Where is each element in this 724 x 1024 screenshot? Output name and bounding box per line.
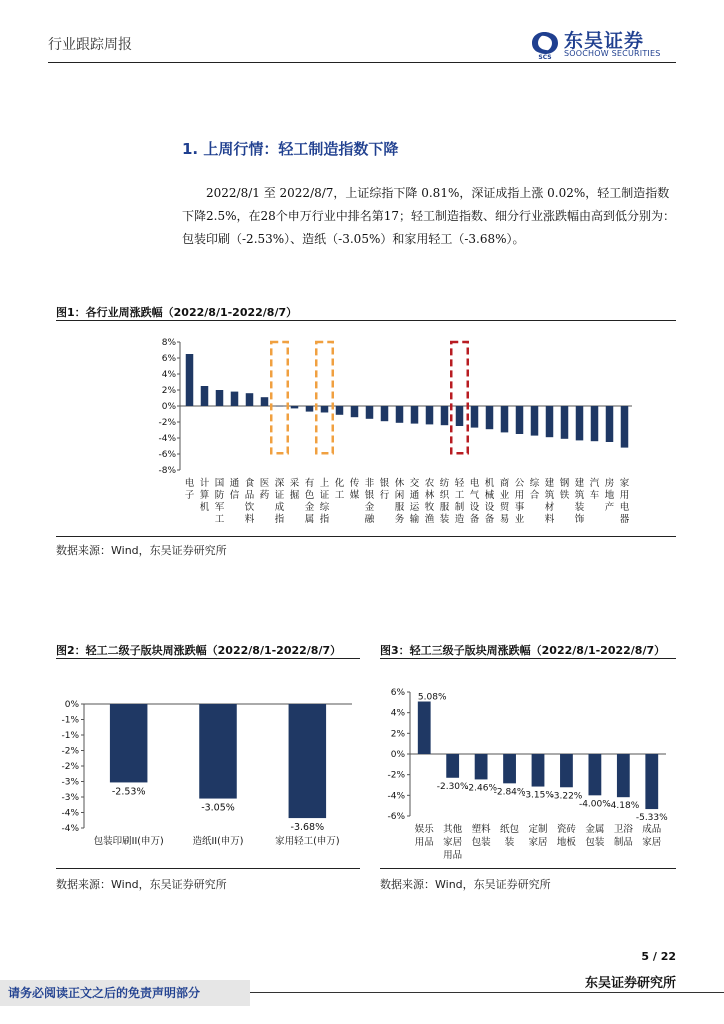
- x-category-label-char: 机: [199, 502, 210, 513]
- bar: [426, 406, 434, 424]
- x-category-label-char: 深: [274, 478, 285, 489]
- x-category-label: 包装: [585, 837, 605, 848]
- x-category-label-char: 有: [304, 478, 315, 489]
- y-tick-label: 0%: [64, 700, 79, 710]
- section-title: 1. 上周行情：轻工制造指数下降: [182, 140, 399, 158]
- x-category-label-char: 设: [484, 502, 495, 513]
- y-tick-label: 4%: [161, 370, 176, 380]
- x-category-label-char: 采: [289, 478, 300, 489]
- x-category-label-char: 饮: [244, 502, 255, 513]
- fig3-bottom-rule: [380, 868, 676, 869]
- x-category-label-char: 电: [184, 478, 195, 489]
- y-tick-label: -2%: [158, 418, 176, 428]
- bar: [366, 406, 374, 419]
- x-category-label-char: 产: [604, 502, 615, 513]
- brand-logo: [528, 26, 678, 60]
- y-tick-label: -8%: [158, 466, 176, 476]
- x-category-label-char: 传: [349, 478, 360, 489]
- bar: [381, 406, 389, 421]
- x-category-label-char: 休: [394, 478, 405, 489]
- bar: [617, 754, 630, 797]
- bar: [606, 406, 614, 442]
- x-category-label-char: 筑: [574, 490, 585, 501]
- x-category-label-char: 料: [544, 514, 555, 525]
- fig2-source: 数据来源：Wind，东吴证券研究所: [56, 878, 227, 891]
- x-category-label-char: 车: [589, 490, 600, 501]
- fig3-source: 数据来源：Wind，东吴证券研究所: [380, 878, 551, 891]
- y-tick-label: 0%: [161, 402, 176, 412]
- disclaimer-banner[interactable]: 请务必阅读正文之后的免责声明部分: [0, 980, 250, 1006]
- y-tick-label: 6%: [161, 354, 176, 364]
- logo-badge: SCS: [538, 54, 552, 60]
- page-number: 5 / 22: [641, 950, 676, 963]
- data-label: -3.15%: [522, 790, 554, 801]
- x-category-label-char: 银: [379, 478, 390, 489]
- x-category-label: 卫浴: [613, 824, 633, 835]
- data-label: -3.22%: [550, 791, 583, 802]
- x-category-label-char: 器: [619, 514, 630, 525]
- x-category-label: 包装印刷II(申万): [93, 836, 164, 847]
- x-category-label-char: 信: [229, 490, 240, 501]
- x-category-label: 成品: [642, 824, 662, 835]
- y-tick-label: -2%: [61, 762, 79, 772]
- x-category-label-char: 气: [469, 490, 480, 501]
- x-category-label-char: 易: [499, 514, 510, 525]
- x-category-label-char: 房: [604, 478, 615, 489]
- x-category-label-char: 商: [499, 478, 510, 489]
- x-category-label-char: 用: [619, 490, 630, 501]
- bar: [411, 406, 419, 424]
- data-label: -2.30%: [436, 781, 469, 792]
- y-tick-label: -1%: [61, 731, 79, 741]
- y-tick-label: -2%: [61, 746, 79, 757]
- x-category-label: 地板: [556, 837, 576, 848]
- y-tick-label: 8%: [161, 338, 176, 348]
- x-category-label: 用品: [443, 850, 463, 861]
- x-category-label-char: 电: [619, 502, 630, 513]
- x-category-label-char: 公: [514, 478, 525, 489]
- x-category-label-char: 牧: [424, 502, 435, 513]
- x-category-label-char: 上: [319, 478, 330, 489]
- x-category-label: 家用轻工(申万): [275, 836, 340, 847]
- x-category-label: 制品: [613, 837, 633, 848]
- x-category-label-char: 融: [364, 514, 375, 525]
- x-category-label-char: 非: [364, 478, 375, 489]
- bar: [321, 406, 329, 412]
- x-category-label-char: 工: [454, 490, 465, 501]
- x-category-label: 其他: [443, 824, 463, 835]
- x-category-label: 造纸II(申万): [192, 836, 244, 847]
- x-category-label-char: 备: [469, 514, 480, 525]
- x-category-label-char: 事: [514, 502, 525, 513]
- data-label: 5.08%: [417, 692, 447, 703]
- x-category-label: 用品: [414, 837, 434, 848]
- bar: [531, 406, 539, 436]
- x-category-label-char: 输: [409, 514, 420, 525]
- fig3-title: 图3：轻工三级子版块周涨跌幅（2022/8/1-2022/8/7）: [380, 644, 666, 657]
- x-category-label-char: 建: [574, 478, 585, 489]
- y-tick-label: -4%: [387, 791, 405, 802]
- x-category-label-char: 属: [304, 514, 315, 525]
- x-category-label-char: 化: [334, 478, 345, 489]
- y-tick-label: 4%: [390, 708, 405, 719]
- x-category-label-char: 业: [514, 514, 525, 525]
- x-category-label-char: 农: [424, 478, 435, 489]
- x-category-label-char: 造: [454, 514, 465, 525]
- x-category-label-char: 筑: [544, 490, 555, 501]
- y-tick-label: -1%: [61, 715, 79, 726]
- y-tick-label: -6%: [387, 812, 405, 822]
- report-type: 行业跟踪周报: [48, 37, 132, 53]
- x-category-label-char: 掘: [289, 490, 300, 501]
- x-category-label-char: 林: [424, 490, 435, 501]
- fig3-chart: [380, 682, 676, 864]
- x-category-label: 家居: [528, 837, 548, 848]
- logo-chinese-name: 东吴证券: [564, 30, 645, 52]
- x-category-label-char: 金: [304, 502, 315, 513]
- bar: [471, 406, 479, 428]
- bar: [289, 704, 327, 818]
- x-category-label-char: 料: [244, 514, 255, 525]
- x-category-label-char: 色: [304, 490, 315, 501]
- fig2-title: 图2：轻工二级子版块周涨跌幅（2022/8/1-2022/8/7）: [56, 644, 342, 657]
- x-category-label-char: 药: [259, 490, 270, 501]
- x-category-label-char: 家: [619, 478, 630, 489]
- highlight-box: [271, 342, 288, 453]
- x-category-label-char: 食: [244, 478, 255, 489]
- x-category-label-char: 业: [499, 490, 510, 501]
- x-category-label-char: 建: [544, 478, 555, 489]
- x-category-label-char: 铁: [559, 490, 570, 501]
- x-category-label-char: 装: [574, 502, 585, 513]
- bar: [418, 702, 431, 754]
- x-category-label-char: 运: [409, 502, 420, 513]
- x-category-label-char: 国: [214, 478, 225, 489]
- bar: [475, 754, 488, 779]
- fig1-chart: [56, 328, 676, 532]
- x-category-label: 娱乐: [414, 824, 434, 835]
- bar: [231, 392, 239, 406]
- x-category-label-char: 电: [469, 478, 480, 489]
- x-category-label-char: 行: [379, 490, 390, 501]
- x-category-label: 包装: [471, 837, 491, 848]
- x-category-label-char: 渔: [424, 514, 435, 525]
- bar: [588, 754, 601, 795]
- x-category-label-char: 交: [409, 478, 420, 489]
- x-category-label-char: 汽: [589, 478, 600, 489]
- bar: [199, 704, 237, 799]
- x-category-label-char: 金: [364, 502, 375, 513]
- bar: [516, 406, 524, 434]
- x-category-label-char: 织: [439, 490, 450, 501]
- x-category-label: 纸包: [500, 824, 520, 835]
- bar: [456, 406, 464, 426]
- fig2-bottom-rule: [56, 868, 360, 869]
- y-tick-label: -2%: [387, 770, 405, 781]
- x-category-label-char: 服: [394, 502, 405, 513]
- x-category-label-char: 军: [214, 502, 225, 513]
- data-label: -2.53%: [111, 786, 146, 798]
- bar: [336, 406, 344, 415]
- x-category-label-char: 工: [334, 490, 345, 501]
- x-category-label-char: 成: [274, 502, 285, 513]
- fig3-top-rule: [380, 658, 676, 659]
- x-category-label-char: 贸: [499, 502, 510, 513]
- x-category-label-char: 银: [364, 490, 375, 501]
- x-category-label-char: 机: [484, 478, 495, 489]
- x-category-label-char: 纺: [439, 478, 450, 489]
- x-category-label-char: 服: [439, 502, 450, 513]
- x-category-label-char: 品: [244, 490, 255, 501]
- fig1-title: 图1：各行业周涨跌幅（2022/8/1-2022/8/7）: [56, 306, 298, 319]
- x-category-label-char: 饰: [574, 514, 585, 525]
- bar: [261, 397, 269, 406]
- x-category-label-char: 务: [394, 514, 405, 525]
- bar: [486, 406, 494, 429]
- soochow-logo-icon: [528, 26, 562, 60]
- data-label: -5.33%: [635, 813, 668, 824]
- x-category-label-char: 媒: [349, 490, 360, 501]
- x-category-label: 家居: [642, 837, 662, 848]
- bar: [501, 406, 509, 432]
- x-category-label-char: 工: [214, 514, 225, 525]
- x-category-label-char: 地: [604, 490, 615, 501]
- highlight-box: [316, 342, 333, 453]
- bar: [645, 754, 658, 809]
- y-tick-label: -4%: [158, 434, 176, 444]
- y-tick-label: 0%: [390, 750, 405, 760]
- bar: [186, 354, 194, 406]
- bar: [306, 406, 314, 412]
- x-category-label-char: 制: [454, 502, 465, 513]
- bar: [246, 393, 254, 406]
- x-category-label-char: 通: [409, 490, 420, 501]
- x-category-label: 家居: [443, 837, 463, 848]
- bar: [532, 754, 545, 787]
- bar: [276, 406, 284, 407]
- x-category-label-char: 钢: [559, 478, 570, 489]
- x-category-label: 装: [504, 837, 515, 848]
- x-category-label: 塑料: [471, 824, 491, 835]
- highlight-box: [451, 342, 468, 453]
- bar: [351, 406, 359, 417]
- bar: [201, 386, 209, 406]
- x-category-label-char: 指: [319, 514, 330, 525]
- y-tick-label: 2%: [390, 729, 405, 740]
- x-category-label: 定制: [528, 824, 548, 835]
- y-tick-label: -6%: [158, 450, 176, 460]
- x-category-label-char: 综: [319, 502, 330, 513]
- data-label: -3.68%: [290, 822, 325, 834]
- y-tick-label: -4%: [61, 808, 79, 819]
- section-paragraph: 2022/8/1 至 2022/8/7，上证综指下降 0.81%，深证成指上涨 0.02%，轻工制造指数下降2.5%，在28个申万行业中排名第17；轻工制造指数、细分行业涨跌幅由高到低分别为：包装印刷（-2.53%）、造纸（-3.05%）和家用轻工（-3.68%）。: [182, 186, 676, 246]
- fig1-top-rule: [56, 320, 676, 321]
- x-category-label-char: 合: [529, 490, 540, 501]
- data-label: -2.46%: [465, 783, 498, 794]
- data-label: -4.18%: [607, 801, 640, 812]
- y-tick-label: 2%: [161, 386, 176, 396]
- bar: [441, 406, 449, 425]
- x-category-label-char: 通: [229, 478, 240, 489]
- x-category-label-char: 证: [274, 490, 285, 501]
- x-category-label: 瓷砖: [556, 824, 576, 835]
- bar: [291, 406, 299, 408]
- x-category-label-char: 闲: [394, 490, 405, 501]
- x-category-label-char: 材: [544, 502, 555, 513]
- data-label: -4.00%: [578, 799, 611, 810]
- y-tick-label: -4%: [61, 824, 79, 834]
- bar: [396, 406, 404, 423]
- bar: [503, 754, 516, 783]
- x-category-label-char: 指: [274, 514, 285, 525]
- y-tick-label: 6%: [390, 688, 405, 698]
- bar: [110, 704, 148, 782]
- bar: [216, 390, 224, 406]
- x-category-label-char: 设: [469, 502, 480, 513]
- bar: [576, 406, 584, 440]
- x-category-label-char: 用: [514, 490, 525, 501]
- x-category-label-char: 轻: [454, 478, 465, 489]
- institute-name: 东吴证券研究所: [584, 976, 676, 991]
- y-tick-label: -3%: [61, 793, 79, 803]
- data-label: -2.84%: [493, 787, 526, 798]
- fig2-chart: [56, 690, 360, 850]
- x-category-label-char: 证: [319, 490, 330, 501]
- header-divider: [48, 62, 676, 63]
- bar: [546, 406, 554, 437]
- bar: [561, 406, 569, 439]
- bar: [560, 754, 573, 787]
- x-category-label-char: 械: [484, 490, 495, 501]
- fig2-top-rule: [56, 658, 360, 659]
- x-category-label-char: 医: [259, 478, 270, 489]
- bar: [591, 406, 599, 441]
- logo-english-name: SOOCHOW SECURITIES: [564, 49, 661, 58]
- data-label: -3.05%: [201, 802, 235, 814]
- y-tick-label: -3%: [61, 777, 79, 788]
- x-category-label-char: 装: [439, 514, 450, 525]
- x-category-label-char: 备: [484, 514, 495, 525]
- x-category-label-char: 计: [199, 478, 210, 489]
- fig1-source: 数据来源：Wind，东吴证券研究所: [56, 544, 227, 557]
- x-category-label: 金属: [585, 824, 605, 835]
- bar: [621, 406, 629, 448]
- x-category-label-char: 防: [214, 490, 225, 501]
- fig1-bottom-rule: [56, 536, 676, 537]
- x-category-label-char: 综: [529, 478, 540, 489]
- x-category-label-char: 子: [184, 490, 195, 501]
- bar: [446, 754, 459, 778]
- x-category-label-char: 算: [199, 490, 210, 501]
